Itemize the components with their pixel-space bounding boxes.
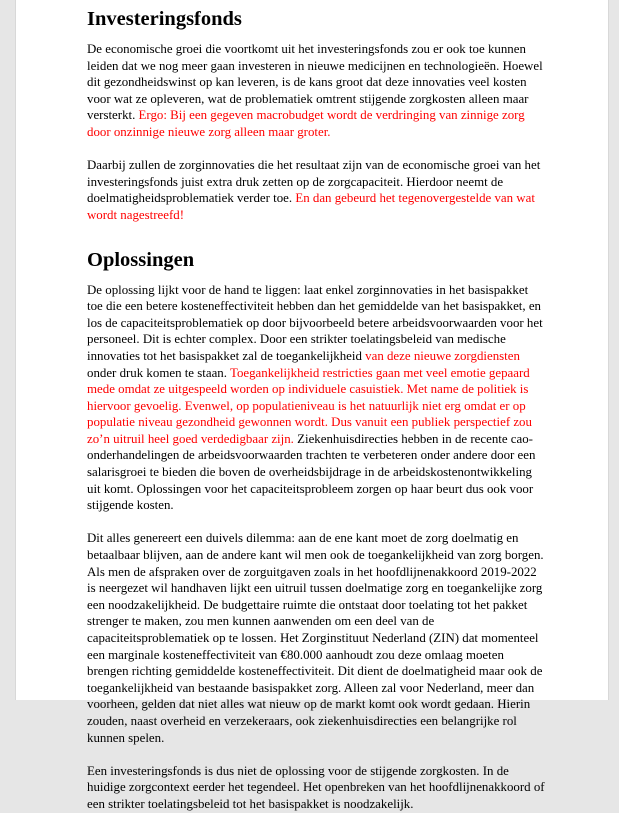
text-run: Daarbij zullen de zorginnovaties die het resultaat zijn van de economische groei van het investeringsfonds juist extra druk zetten op de zorgcapaciteit. Hierdoor neemt de doelmatigheidsproblematiek verder toe. [87,158,541,206]
document-page [15,0,609,811]
paragraph-oplossingen-2 [87,530,547,746]
text-run: Dit alles genereert een duivels dilemma: aan de ene kant moet de zorg doelmatig en betaalbaar blijven, aan de andere kant wil men ook de toegankelijkheid van zorg borgen. Als men de afspraken over de zorguitgaven zoals in het hoofdlijnenakkoord 2019-2022 is neergezet wil handhaven lijkt een uitruil tussen doelmatige zorg en toegankelijke zorg een noodzakelijkheid. De budgettaire ruimte die ontstaat door toelating tot het pakket strenger te maken, zou men kunnen aanwenden om een deel van de capaciteitsproblematiek op te lossen. Het Zorginstituut Nederland (ZIN) dat momenteel een marginale kosteneffectiviteit van €80.000 aanhoudt zou deze omlaag moeten brengen richting gemiddelde kosteneffectiviteit. Dit dient de doelmatigheid maar ook de toegankelijkheid van bestaande basispakket zorg. Alleen zal voor Nederland, meer dan voorheen, gelden dat niet alles wat nieuw op de markt komt ook wordt gedaan. Hierin zouden, naast overheid en verzekeraars, ook ziekenhuisdirecties een belangrijke rol kunnen spelen. [87,531,544,745]
heading-oplossingen: Oplossingen [87,248,195,271]
paragraph-investeringsfonds-1 [87,41,547,141]
text-run: De oplossing lijkt voor de hand te liggen: laat enkel zorginnovaties in het basispakket toe die een betere kosteneffectiviteit hebben dan het gemiddelde van het basispakket, en los de capaciteitsproblematiek op door bijvoorbeeld betere arbeidsvoorwaarden voor het personeel. Dit is echter complex. Door een strikter toelatingsbeleid van medische innovaties tot het basispakket zal de toegankelijkheid [87,282,543,363]
heading-investeringsfonds: Investeringsfonds [87,8,242,30]
document-content [87,6,547,813]
text-run: onder druk komen te staan. [87,365,230,380]
highlighted-text-run: van deze nieuwe zorgdiensten [365,348,520,363]
text-run: Ziekenhuisdirecties hebben in de recente cao-onderhandelingen de arbeidsvoorwaarden trachten te verbeteren onder andere door een salarisgroei te bieden die boven de overheidsbijdrage in de arbeidskostenontwikkeling uit komt. Oplossingen voor het capaciteitsprobleem zorgen op haar beurt dus ook voor stijgende kosten. [87,431,536,513]
highlighted-text-run: Ergo: Bij een gegeven macrobudget wordt de verdringing van zinnige zorg door onzinnige nieuwe zorg alleen maar groter. [87,108,525,139]
paragraph-investeringsfonds-2 [87,157,547,223]
paragraph-oplossingen-1 [87,282,547,514]
paragraph-oplossingen-3 [87,763,547,813]
highlighted-text-run: En dan gebeurd het tegenovergestelde van wat wordt nagestreefd! [87,191,535,222]
highlighted-text-run: Toegankelijkheid restricties gaan met veel emotie gepaard mede omdat ze uitgespeeld worden op individuele casuistiek. Met name de politiek is hiervoor gevoelig. Evenwel, op populatieniveau is het natuurlijk niet erg omdat er op populatie niveau gezondheid gewonnen wordt. Dus vanuit een publiek perspectief zou zo’n uitruil heel goed verdedigbaar zijn. [87,365,532,446]
text-run: De economische groei die voortkomt uit het investeringsfonds zou er ook toe kunnen leiden dat we nog meer gaan investeren in nieuwe medicijnen en technologieën. Hoewel dit gezondheidswinst op kan leveren, is de kans groot dat deze innovaties veel kosten voor wat ze opleveren, wat de problematiek omtrent stijgende zorgkosten alleen maar versterkt. [87,42,543,123]
text-run: Een investeringsfonds is dus niet de oplossing voor de stijgende zorgkosten. In de huidige zorgcontext eerder het tegendeel. Het openbreken van het hoofdlijnenakkoord of een strikter toelatingsbeleid tot het basispakket is noodzakelijk. [87,763,545,811]
